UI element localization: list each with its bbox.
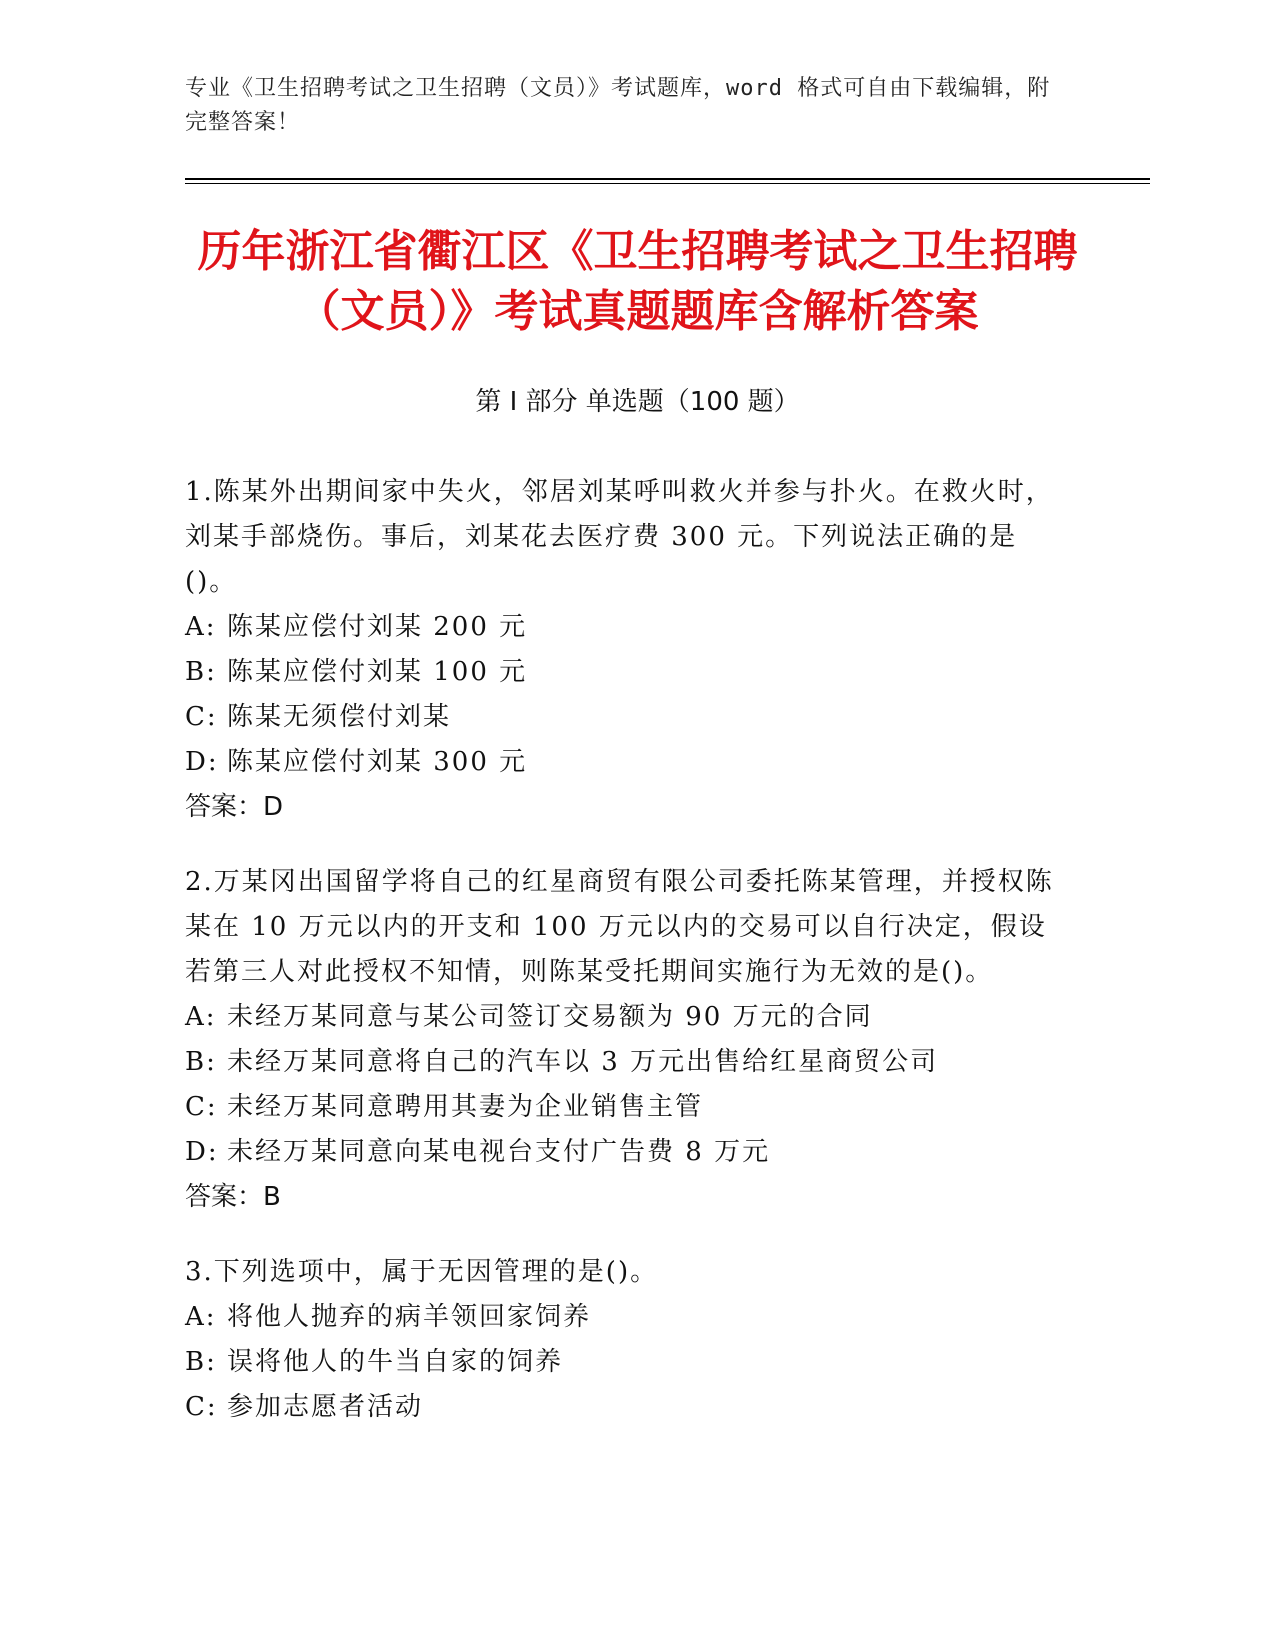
option-letter: C: [185,1392,218,1422]
option-a [185,1295,1065,1340]
header-divider-thick [185,178,1150,180]
option-d [185,1130,1065,1175]
option-letter: B: [185,657,217,687]
option-text: 未经万某同意将自己的汽车以 3 万元出售给红星商贸公司 [227,1047,939,1077]
option-text: 参加志愿者活动 [227,1392,424,1422]
option-text: 陈某应偿付刘某 200 元 [227,612,528,642]
option-letter: B: [185,1047,217,1077]
option-b [185,1040,1065,1085]
option-text: 未经万某同意向某电视台支付广告费 8 万元 [227,1137,771,1167]
question-stem: 3.下列选项中，属于无因管理的是()。 [185,1257,659,1287]
option-a [185,605,1065,650]
answer-line: 答案：D [185,792,284,822]
question-stem: 2.万某冈出国留学将自己的红星商贸有限公司委托陈某管理，并授权陈某在 10 万元以内的开支和 100 万元以内的交易可以自行决定，假设若第三人对此授权不知情，则陈某受托期间实施行为无效的是()。 [185,867,1054,987]
option-text: 未经万某同意聘用其妻为企业销售主管 [227,1092,704,1122]
option-b [185,1340,1065,1385]
header-divider-thin [185,183,1150,184]
option-b [185,650,1065,695]
option-letter: B: [185,1347,217,1377]
option-letter: D: [185,1137,219,1167]
question-2 [185,860,1065,1220]
option-text: 陈某应偿付刘某 100 元 [227,657,528,687]
question-list [185,470,1065,1460]
section-title: 第 I 部分 单选题（100 题） [475,387,800,417]
option-d [185,740,1065,785]
question-1 [185,470,1065,830]
option-text: 陈某应偿付刘某 300 元 [227,747,528,777]
option-letter: C: [185,1092,218,1122]
question-3 [185,1250,1065,1430]
option-text: 误将他人的牛当自家的饲养 [227,1347,564,1377]
document-title: 历年浙江省衢江区《卫生招聘考试之卫生招聘（文员）》考试真题题库含解析答案 [197,226,1078,337]
header-note: 专业《卫生招聘考试之卫生招聘（文员）》考试题库，word 格式可自由下载编辑，附完整答案！ [185,76,1051,135]
option-letter: A: [185,1302,217,1332]
answer-line: 答案：B [185,1182,281,1212]
option-letter: A: [185,612,217,642]
option-letter: D: [185,747,219,777]
option-text: 将他人抛弃的病羊领回家饲养 [227,1302,592,1332]
option-letter: C: [185,702,218,732]
option-a [185,995,1065,1040]
option-letter: A: [185,1002,217,1032]
question-stem: 1.陈某外出期间家中失火，邻居刘某呼叫救火并参与扑火。在救火时，刘某手部烧伤。事后，刘某花去医疗费 300 元。下列说法正确的是()。 [185,477,1054,597]
option-text: 未经万某同意与某公司签订交易额为 90 万元的合同 [227,1002,873,1032]
option-c [185,1085,1065,1130]
option-text: 陈某无须偿付刘某 [227,702,452,732]
option-c [185,1385,1065,1430]
option-c [185,695,1065,740]
